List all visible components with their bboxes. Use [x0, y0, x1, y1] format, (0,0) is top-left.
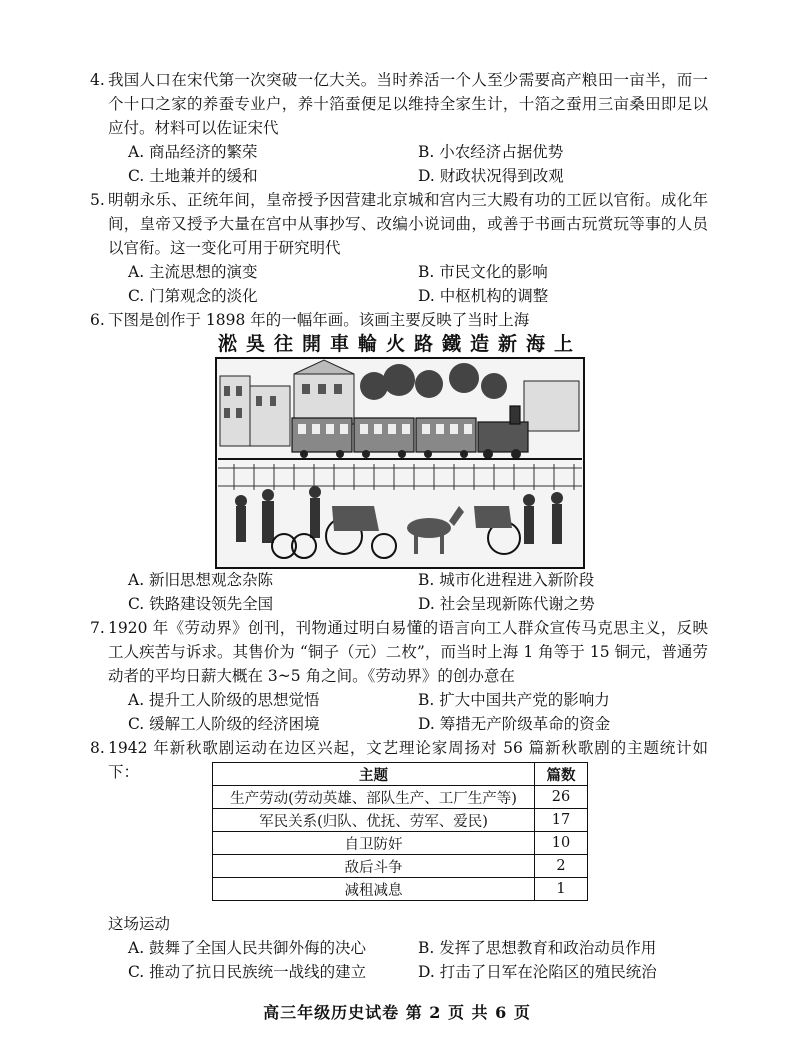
option-c[interactable]: C. 铁路建设领先全国 [128, 595, 274, 613]
option-d[interactable]: D. 打击了日军在沦陷区的殖民统治 [418, 963, 657, 981]
table-cell: 军民关系(归队、优抚、劳军、爱民) [213, 809, 535, 832]
option-d[interactable]: D. 社会呈现新陈代谢之势 [418, 595, 595, 613]
table-row [213, 786, 588, 809]
question-number: 4. [90, 71, 105, 89]
table-row [213, 878, 588, 901]
question-5 [90, 188, 708, 308]
question-stem-continued: 这场运动 [108, 915, 171, 933]
option-b[interactable]: B. 城市化进程进入新阶段 [418, 571, 595, 589]
question-8-options [108, 912, 708, 984]
table-cell: 生产劳动(劳动英雄、部队生产、工厂生产等) [213, 786, 535, 809]
table-cell: 敌后斗争 [213, 855, 535, 878]
table-row [213, 832, 588, 855]
option-a[interactable]: A. 主流思想的演变 [128, 263, 258, 281]
painting-illustration [214, 356, 586, 570]
option-a[interactable]: A. 新旧思想观念杂陈 [128, 571, 274, 589]
theme-statistics-table [212, 762, 588, 901]
question-stem: 下图是创作于 1898 年的一幅年画。该画主要反映了当时上海 [108, 311, 530, 329]
option-c[interactable]: C. 土地兼并的缓和 [128, 167, 258, 185]
question-stem: 1920 年《劳动界》创刊，刊物通过明白易懂的语言向工人群众宣传马克思主义，反映工人疾苦与诉求。其售价为 “铜子（元）二枚”，而当时上海 1 角等于 15 铜元，普通劳动者的平均日薪大概在 3~5 角之间。《劳动界》的创办意在 [108, 619, 708, 685]
option-c[interactable]: C. 门第观念的淡化 [128, 287, 258, 305]
table-cell: 26 [535, 786, 588, 809]
table-row [213, 855, 588, 878]
question-stem: 我国人口在宋代第一次突破一亿大关。当时养活一个人至少需要高产粮田一亩半，而一个十口之家的养蚕专业户，养十箔蚕便足以维持全家生计，十箔之蚕用三亩桑田即足以应付。材料可以佐证宋代 [108, 71, 708, 137]
question-stem: 明朝永乐、正统年间，皇帝授予因营建北京城和宫内三大殿有功的工匠以官衔。成化年间，皇帝又授予大量在宫中从事抄写、改编小说词曲，或善于书画古玩赏玩等事的人员以官衔。这一变化可用于研究明代 [108, 191, 708, 257]
question-number: 6. [90, 311, 105, 329]
new-year-painting [214, 332, 586, 570]
question-6 [90, 308, 708, 332]
question-number: 8. [90, 739, 105, 757]
option-c[interactable]: C. 推动了抗日民族统一战线的建立 [128, 963, 367, 981]
option-b[interactable]: B. 发挥了思想教育和政治动员作用 [418, 939, 657, 957]
table-cell: 自卫防奸 [213, 832, 535, 855]
option-d[interactable]: D. 财政状况得到改观 [418, 167, 564, 185]
table-header: 篇数 [535, 763, 588, 786]
table-header-row [213, 763, 588, 786]
table-cell: 17 [535, 809, 588, 832]
question-7 [90, 616, 708, 736]
question-4 [90, 68, 708, 188]
question-number: 5. [90, 191, 105, 209]
option-a[interactable]: A. 商品经济的繁荣 [128, 143, 258, 161]
table-cell: 减租减息 [213, 878, 535, 901]
option-a[interactable]: A. 提升工人阶级的思想觉悟 [128, 691, 320, 709]
option-b[interactable]: B. 市民文化的影响 [418, 263, 548, 281]
table-row [213, 809, 588, 832]
option-a[interactable]: A. 鼓舞了全国人民共御外侮的决心 [128, 939, 367, 957]
option-d[interactable]: D. 筹措无产阶级革命的资金 [418, 715, 611, 733]
table-cell: 10 [535, 832, 588, 855]
option-b[interactable]: B. 小农经济占据优势 [418, 143, 564, 161]
page-footer: 高三年级历史试卷 第 2 页 共 6 页 [263, 1003, 531, 1022]
option-b[interactable]: B. 扩大中国共产党的影响力 [418, 691, 610, 709]
table-header: 主题 [213, 763, 535, 786]
question-stem: 1942 年新秋歌剧运动在边区兴起，文艺理论家周扬对 56 篇新秋歌剧的主题统计如下： [108, 739, 708, 781]
table-cell: 2 [535, 855, 588, 878]
painting-title: 上海新造鐵路火輪車開往吳淞 [217, 333, 582, 355]
table-cell: 1 [535, 878, 588, 901]
question-number: 7. [90, 619, 105, 637]
option-c[interactable]: C. 缓解工人阶级的经济困境 [128, 715, 320, 733]
question-6-options [108, 568, 708, 616]
option-d[interactable]: D. 中枢机构的调整 [418, 287, 549, 305]
